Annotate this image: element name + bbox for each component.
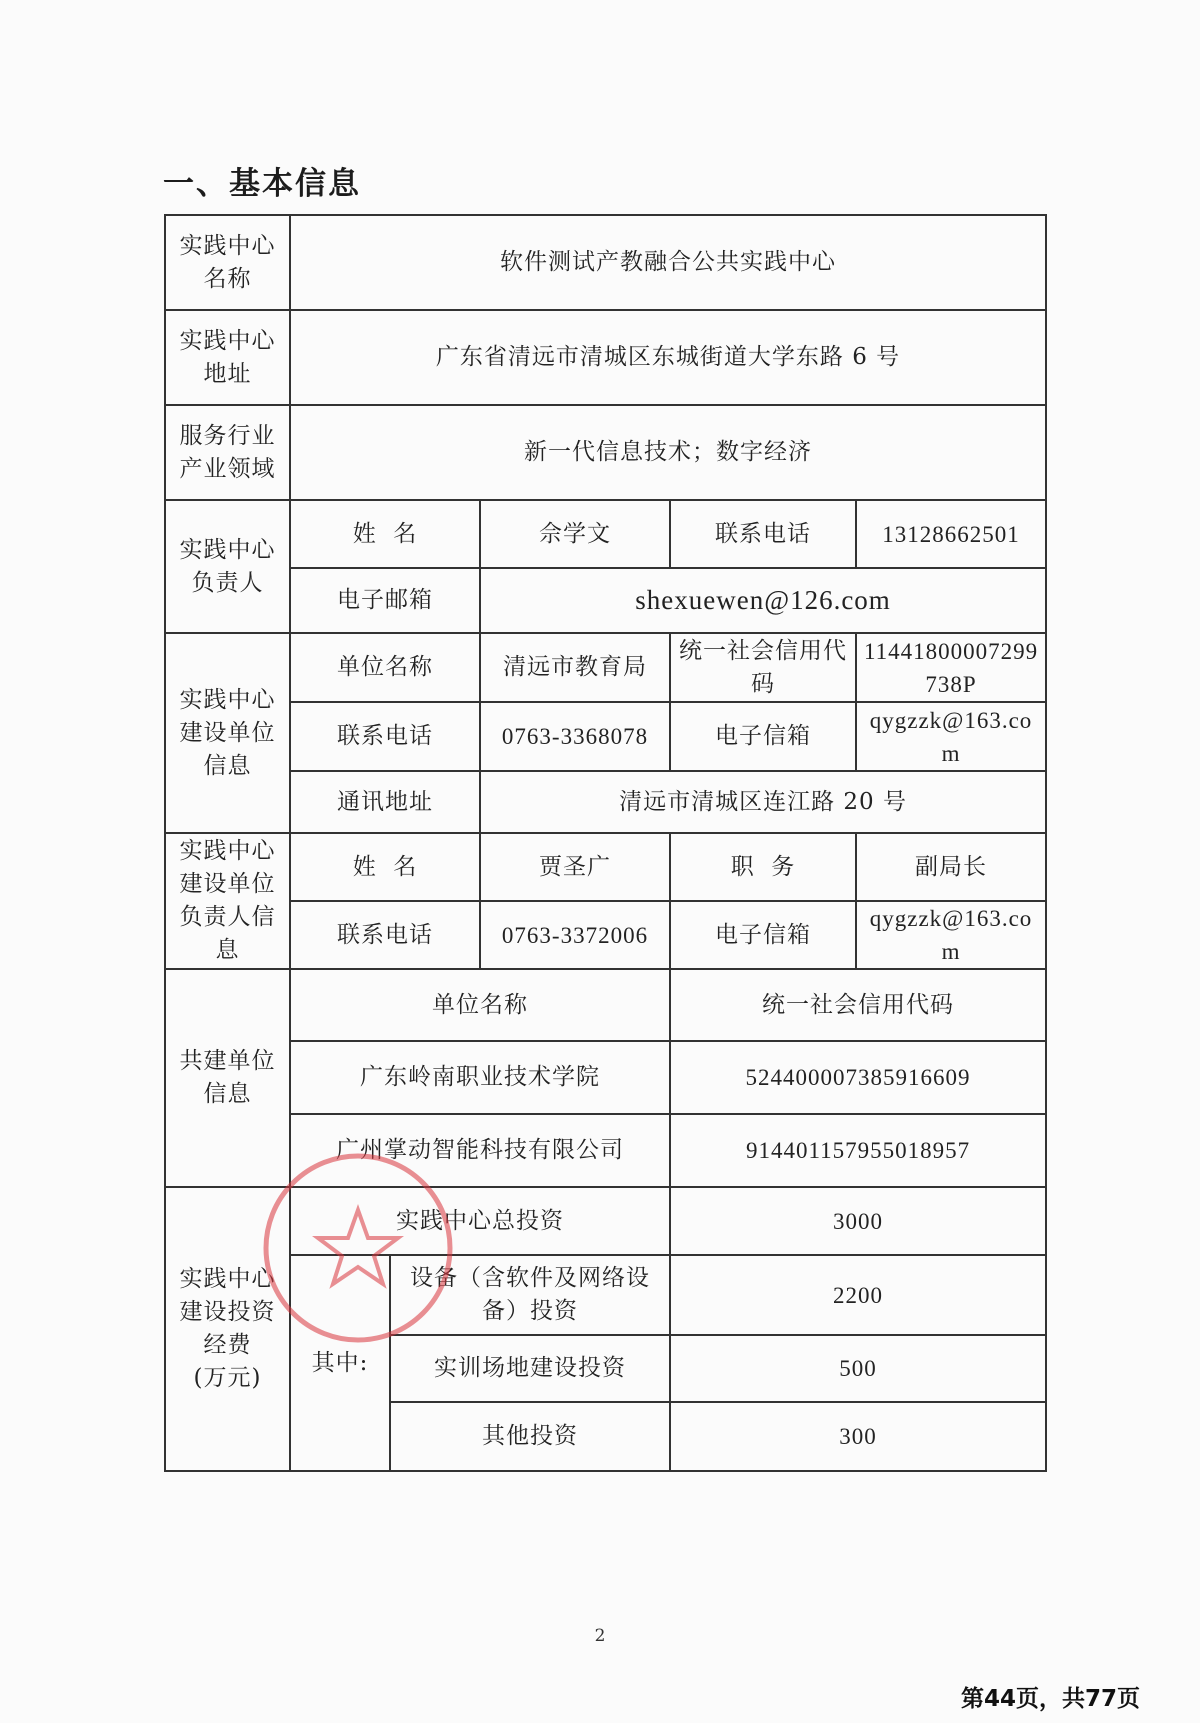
value-leader-phone: 13128662501 xyxy=(856,500,1046,568)
section-heading: 一、基本信息 xyxy=(163,166,361,202)
label-other-investment: 其他投资 xyxy=(390,1402,670,1471)
label-head-name: 姓 名 xyxy=(290,833,480,901)
label-total-investment: 实践中心总投资 xyxy=(290,1187,670,1255)
partner-unit: 广州掌动智能科技有限公司 xyxy=(290,1114,670,1187)
row-builder-unit xyxy=(165,633,1046,702)
value-leader-email: shexuewen@126.com xyxy=(480,568,1046,633)
label-of-which: 其中: xyxy=(290,1255,390,1471)
label-equipment-investment: 设备（含软件及网络设备）投资 xyxy=(390,1255,670,1335)
label-builder-unit: 单位名称 xyxy=(290,633,480,702)
row-center-name xyxy=(165,215,1046,310)
value-total-investment: 3000 xyxy=(670,1187,1046,1255)
label-builder-phone: 联系电话 xyxy=(290,702,480,771)
value-builder-email: qygzzk@163.com xyxy=(856,702,1046,771)
table-row xyxy=(165,1114,1046,1187)
value-builder-unit: 清远市教育局 xyxy=(480,633,670,702)
partner-credit: 524400007385916609 xyxy=(670,1041,1046,1114)
label-industry: 服务行业产业领域 xyxy=(165,405,290,500)
row-total-investment xyxy=(165,1187,1046,1255)
label-partners: 共建单位信息 xyxy=(165,969,290,1187)
value-builder-address: 清远市清城区连江路 20 号 xyxy=(480,771,1046,833)
value-head-post: 副局长 xyxy=(856,833,1046,901)
partner-unit: 广东岭南职业技术学院 xyxy=(290,1041,670,1114)
value-center-name: 软件测试产教融合公共实践中心 xyxy=(290,215,1046,310)
label-leader-name: 姓 名 xyxy=(290,500,480,568)
label-builder: 实践中心建设单位信息 xyxy=(165,633,290,833)
label-center-address: 实践中心地址 xyxy=(165,310,290,405)
basic-info-table xyxy=(164,214,1047,1472)
label-head-email: 电子信箱 xyxy=(670,901,856,969)
value-center-address: 广东省清远市清城区东城街道大学东路 6 号 xyxy=(290,310,1046,405)
value-head-email: qygzzk@163.com xyxy=(856,901,1046,969)
value-leader-name: 佘学文 xyxy=(480,500,670,568)
label-leader-email: 电子邮箱 xyxy=(290,568,480,633)
header-partner-credit: 统一社会信用代码 xyxy=(670,969,1046,1041)
value-other-investment: 300 xyxy=(670,1402,1046,1471)
row-leader-name xyxy=(165,500,1046,568)
label-builder-credit: 统一社会信用代码 xyxy=(670,633,856,702)
row-builder-phone xyxy=(165,702,1046,771)
row-equipment-investment xyxy=(165,1255,1046,1335)
table-row xyxy=(165,1041,1046,1114)
value-builder-credit: 11441800007299738P xyxy=(856,633,1046,702)
page-footer: 第44页，共77页 xyxy=(960,1686,1140,1712)
row-head-name xyxy=(165,833,1046,901)
label-leader: 实践中心负责人 xyxy=(165,500,290,633)
label-head-phone: 联系电话 xyxy=(290,901,480,969)
value-head-phone: 0763-3372006 xyxy=(480,901,670,969)
header-partner-unit: 单位名称 xyxy=(290,969,670,1041)
value-builder-phone: 0763-3368078 xyxy=(480,702,670,771)
row-partner-header xyxy=(165,969,1046,1041)
value-site-investment: 500 xyxy=(670,1335,1046,1402)
label-builder-email: 电子信箱 xyxy=(670,702,856,771)
investment-unit-text: (万元) xyxy=(193,1365,262,1391)
investment-label-text: 实践中心建设投资经费 xyxy=(179,1266,276,1358)
label-site-investment: 实训场地建设投资 xyxy=(390,1335,670,1402)
value-equipment-investment: 2200 xyxy=(670,1255,1046,1335)
label-builder-address: 通讯地址 xyxy=(290,771,480,833)
label-head-post: 职 务 xyxy=(670,833,856,901)
value-industry: 新一代信息技术；数字经济 xyxy=(290,405,1046,500)
label-investment xyxy=(165,1187,290,1471)
label-leader-phone: 联系电话 xyxy=(670,500,856,568)
label-builder-head: 实践中心建设单位负责人信息 xyxy=(165,833,290,969)
page-number: 2 xyxy=(594,1626,606,1646)
row-industry xyxy=(165,405,1046,500)
row-head-phone xyxy=(165,901,1046,969)
value-head-name: 贾圣广 xyxy=(480,833,670,901)
partner-credit: 914401157955018957 xyxy=(670,1114,1046,1187)
row-center-address xyxy=(165,310,1046,405)
row-leader-email xyxy=(165,568,1046,633)
row-builder-address xyxy=(165,771,1046,833)
label-center-name: 实践中心名称 xyxy=(165,215,290,310)
